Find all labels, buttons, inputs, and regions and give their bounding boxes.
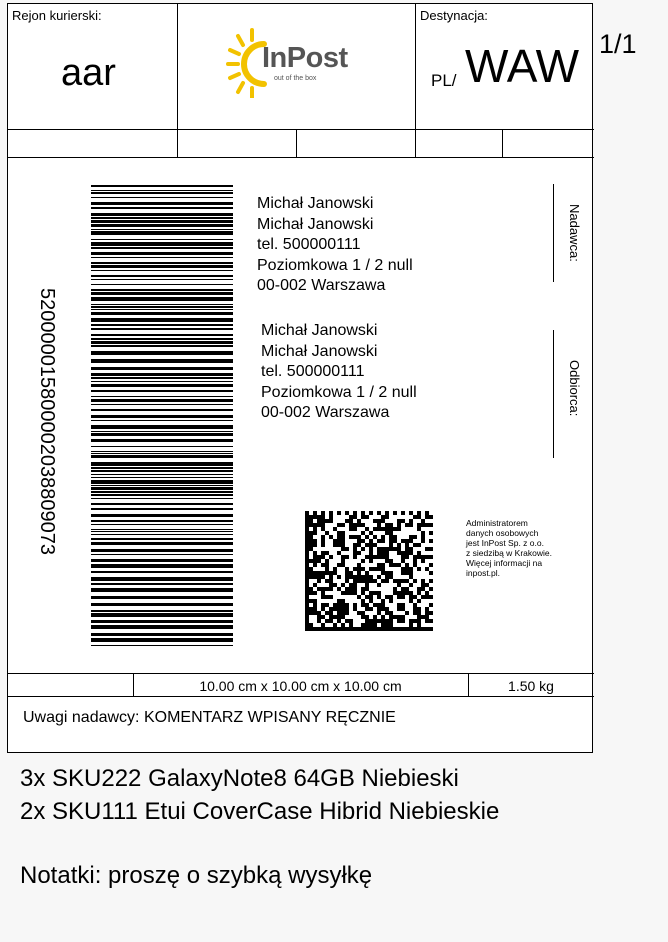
inpost-logo [226,26,376,101]
item-line: 3x SKU222 GalaxyNote8 64GB Niebieski [20,765,459,792]
shipping-label [7,3,593,753]
destination-value: WAW [465,40,580,92]
recipient-side-label: Odbiorca: [567,360,582,417]
recipient-line: Michał Janowski [261,342,378,360]
sender-notes: Uwagi nadawcy: KOMENTARZ WPISANY RĘCZNIE [23,709,396,726]
page-counter: 1/1 [599,29,637,59]
data-matrix-code [305,511,433,631]
courier-region-label: Rejon kurierski: [12,8,102,23]
sender-line: Poziomkowa 1 / 2 null [257,256,413,274]
logo-tagline: out of the box [274,75,317,82]
privacy-line: Więcej informacji na [466,558,543,568]
logo-text: InPost [262,42,348,74]
destination-prefix: PL/ [431,71,457,90]
sender-line: 00-002 Warszawa [257,277,386,294]
courier-region-value: aar [61,52,116,94]
sender-side-label: Nadawca: [567,204,582,262]
privacy-line: jest InPost Sp. z o.o. [466,538,544,548]
recipient-line: Michał Janowski [261,322,378,339]
barcode [91,185,233,646]
barcode-number: 520000015800002038809073 [36,288,58,555]
parcel-weight: 1.50 kg [508,678,554,694]
sender-line: Michał Janowski [257,215,374,233]
order-notes: Notatki: proszę o szybką wysyłkę [20,862,373,889]
sender-line: tel. 500000111 [257,236,361,253]
privacy-note [466,518,552,578]
privacy-line: inpost.pl. [466,568,501,578]
privacy-line: z siedzibą w Krakowie. [466,548,552,558]
recipient-line: Poziomkowa 1 / 2 null [261,383,417,401]
privacy-line: danych osobowych [466,528,539,538]
sender-address [257,194,413,297]
recipient-line: tel. 500000111 [261,363,365,380]
item-line: 2x SKU111 Etui CoverCase Hibrid Niebieskie [20,798,500,825]
sender-line: Michał Janowski [257,195,374,212]
recipient-address [261,321,417,424]
parcel-dimensions: 10.00 cm x 10.00 cm x 10.00 cm [199,678,402,694]
recipient-line: 00-002 Warszawa [261,404,390,421]
destination-label: Destynacja: [420,8,488,23]
privacy-line: Administratorem [466,518,528,528]
